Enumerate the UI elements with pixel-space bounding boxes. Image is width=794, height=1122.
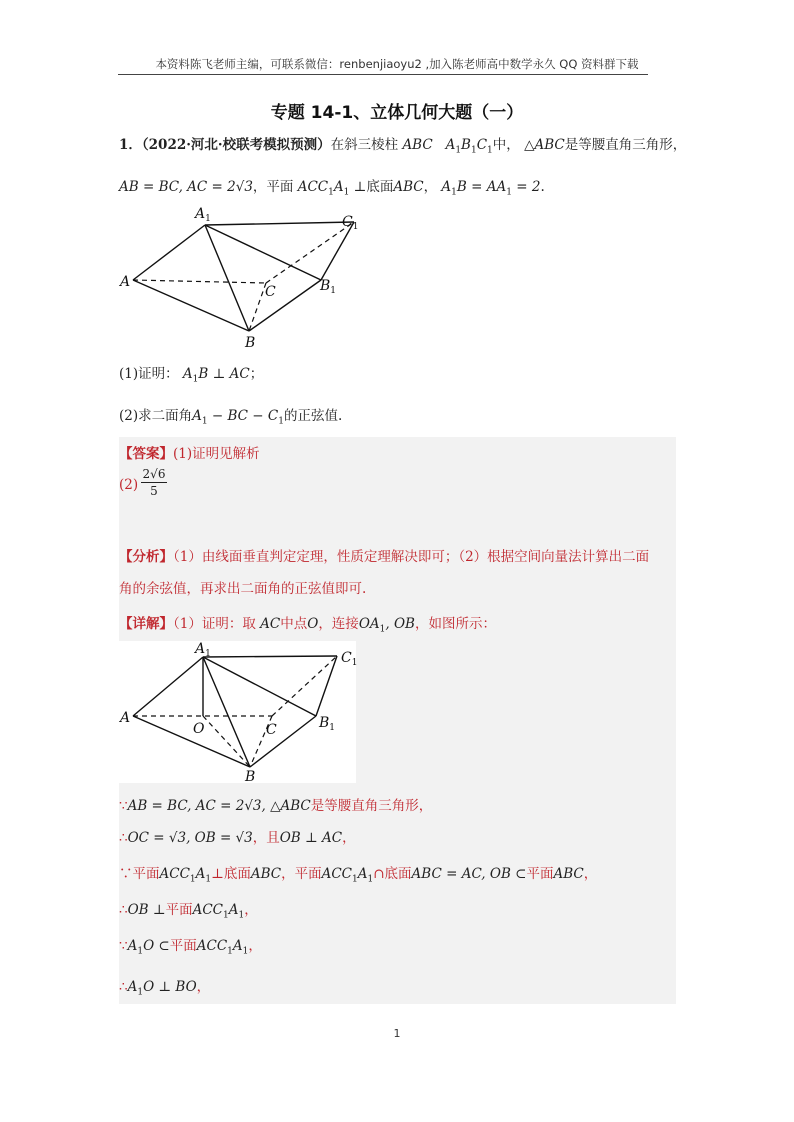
math: A xyxy=(228,902,239,918)
math: = 2 xyxy=(511,179,541,195)
text: ∴ xyxy=(119,979,128,995)
step-2 xyxy=(119,826,356,846)
text: ， xyxy=(423,179,438,195)
answer-part1: (1)证明见解析 xyxy=(173,446,260,462)
math: OA xyxy=(358,616,380,632)
math: OC = √3, OB = √3 xyxy=(127,830,253,846)
math: △ABC xyxy=(524,137,565,153)
text: ，如图所示： xyxy=(414,616,496,632)
label-B: B xyxy=(245,769,256,785)
text: ； xyxy=(249,366,264,382)
math: A xyxy=(357,866,368,882)
math: ACC xyxy=(159,866,190,882)
step-5: $\because A_1O$ ⊂平面$ACC_1A_1$， xyxy=(119,938,262,957)
detail-intro: 【详解】（1）证明：取 AC中点O，连接$OA_1$, OB，如图所示： xyxy=(119,616,496,635)
math: A xyxy=(127,979,138,995)
question-1: (1)证明： $A_1B$ ⊥ AC； xyxy=(119,366,264,385)
label-O: O xyxy=(193,721,205,737)
question-2: (2)求二面角$A_1$ − BC − $C_1$的正弦值. xyxy=(119,408,343,427)
text: 的正弦值. xyxy=(283,408,343,424)
page-title: 专题 14-1、立体几何大题（一） xyxy=(270,103,524,123)
label-A: A xyxy=(120,274,131,290)
text: 中， xyxy=(492,137,520,153)
math: , OB xyxy=(385,616,415,632)
detail-tag: 【详解】 xyxy=(119,616,173,632)
math: AC xyxy=(260,616,281,632)
analysis-line-1 xyxy=(119,545,649,565)
math: ACC xyxy=(192,902,223,918)
math: B = AA xyxy=(456,179,507,195)
text: （1）由线面垂直判定定理，性质定理解决即可；（2）根据空间向量法计算出二面 xyxy=(173,549,650,565)
page-number: 1 xyxy=(393,1027,401,1040)
page-header: 本资料陈飞老师主编，可联系微信：renbenjiaoyu2 ,加入陈老师高中数学永久 QQ 资料群下载 xyxy=(155,57,639,71)
label-B: B xyxy=(245,335,256,351)
problem-line-2: AB = BC, AC = 2√3，平面 $ACC_1A_1$ ⊥底面ABC， $A_1B = AA_1 = 2$. xyxy=(119,179,545,198)
text: ，平面 xyxy=(281,866,322,882)
prism-figure-with-midpoint xyxy=(119,641,356,786)
text: 平面 xyxy=(169,938,197,954)
header-divider xyxy=(118,74,648,75)
math: A xyxy=(182,366,193,382)
text: (1)证明： xyxy=(119,366,179,382)
step-3: ∵平面$ACC_1A_1\perp$底面ABC，平面$ACC_1A_1\cap$底面ABC = AC, OB ⊂平面ABC， xyxy=(119,866,598,885)
text: . xyxy=(540,179,545,195)
math: OB ⊥ xyxy=(127,902,166,918)
math: ABC xyxy=(402,137,433,153)
fraction-numerator: 2√6 xyxy=(142,467,166,481)
label-A1: $A_1$ xyxy=(195,641,211,659)
text: ⊥底面 xyxy=(211,866,251,882)
answer-fraction xyxy=(139,467,169,498)
step-6: $\therefore A_1O$ ⊥ BO， xyxy=(119,979,211,998)
math: O ⊂ xyxy=(143,938,170,954)
math: AB = BC, AC = 2√3, △ABC xyxy=(127,798,311,814)
label-C1: $C_1$ xyxy=(342,214,359,232)
text: 平面 xyxy=(165,902,193,918)
analysis-tag: 【分析】 xyxy=(119,549,173,565)
prism-figure xyxy=(118,200,368,352)
math: − BC − C xyxy=(207,408,279,424)
text: 是等腰直角三角形， xyxy=(564,137,687,153)
problem-line-1: 1．（2022·河北·校联考模拟预测）在斜三棱柱 ABC $A_1B_1C_1$中， △ABC是等腰直角三角形， xyxy=(119,137,687,156)
text: ， xyxy=(342,830,356,846)
math: C xyxy=(476,137,488,153)
label-B1: $B_1$ xyxy=(320,278,337,296)
text: 是等腰直角三角形， xyxy=(310,798,433,814)
text: ∴ xyxy=(119,830,128,846)
math: ABC xyxy=(250,866,282,882)
text: ∵ xyxy=(119,938,128,954)
math: A xyxy=(195,866,206,882)
math: B ⊥ AC xyxy=(198,366,250,382)
answer-part2-prefix: (2) xyxy=(119,477,139,493)
math: ABC = AC, OB ⊂ xyxy=(411,866,527,882)
math: A xyxy=(127,938,138,954)
text: ，平面 xyxy=(252,179,294,195)
analysis-line-2: 角的余弦值，再求出二面角的正弦值即可. xyxy=(119,581,367,597)
text: ， xyxy=(583,866,598,882)
label-C: C xyxy=(266,722,277,738)
text: ， xyxy=(244,902,258,918)
step-1 xyxy=(119,794,432,814)
math: O xyxy=(307,616,319,632)
step-4: ∴OB ⊥平面$ACC_1A_1$， xyxy=(119,902,258,921)
text: ∩底面 xyxy=(373,866,412,882)
math: ACC xyxy=(321,866,353,882)
math: OB ⊥ AC xyxy=(279,830,343,846)
text: ∵平面 xyxy=(119,866,160,882)
label-C1: $C_1$ xyxy=(341,650,358,668)
math: A xyxy=(333,179,344,195)
text: 中点 xyxy=(280,616,308,632)
label-C: C xyxy=(265,284,276,300)
math: A xyxy=(232,938,243,954)
math: A xyxy=(441,179,452,195)
problem-number: 1． xyxy=(119,137,142,153)
text: 平面 xyxy=(526,866,554,882)
text: （1）证明：取 xyxy=(173,616,256,632)
math: AB = BC, AC = 2√3 xyxy=(119,179,253,195)
text: (2)求二面角 xyxy=(119,408,193,424)
math: B xyxy=(461,137,471,153)
text: ，且 xyxy=(252,830,280,846)
label-A1: $A_1$ xyxy=(195,206,211,224)
math: ACC xyxy=(196,938,228,954)
problem-source: （2022·河北·校联考模拟预测） xyxy=(141,137,331,153)
text: ， xyxy=(248,938,262,954)
math: ABC xyxy=(393,179,424,195)
label-A: A xyxy=(120,710,131,726)
text: ∵ xyxy=(119,798,128,814)
answer-tag: 【答案】 xyxy=(119,446,173,462)
math: O ⊥ BO xyxy=(143,979,197,995)
math: A xyxy=(192,408,202,424)
math: ABC xyxy=(553,866,584,882)
text: ， xyxy=(196,979,211,995)
label-B1: $B_1$ xyxy=(319,715,336,733)
answer-line-1 xyxy=(119,442,260,462)
text: ，连接 xyxy=(318,616,359,632)
text: ⊥底面 xyxy=(353,179,394,195)
text: ∴ xyxy=(119,902,128,918)
math: A xyxy=(445,137,456,153)
fraction-denominator: 5 xyxy=(150,484,158,498)
text: 在斜三棱柱 xyxy=(330,137,399,153)
math: ACC xyxy=(297,179,329,195)
